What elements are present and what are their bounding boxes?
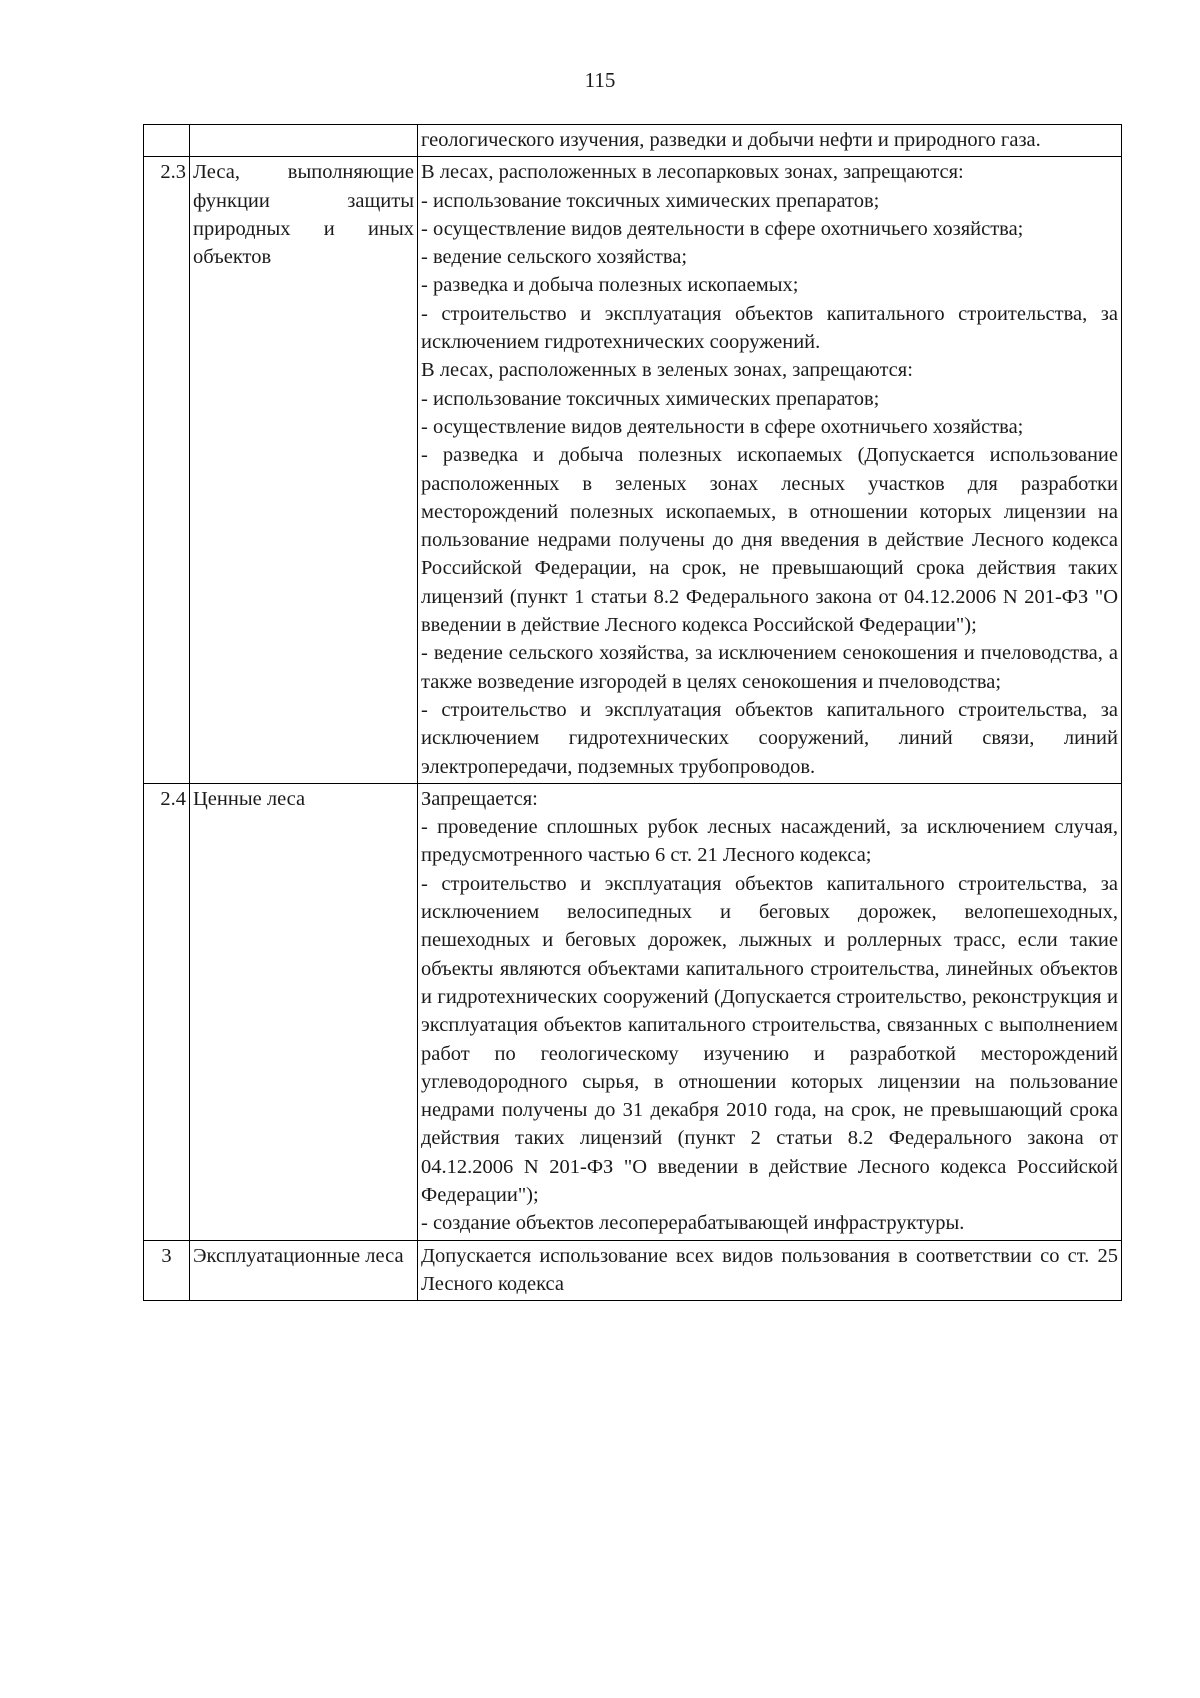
page-number: 115 xyxy=(584,68,616,92)
row-number xyxy=(144,125,190,157)
row-category: Эксплуатационные леса xyxy=(190,1240,418,1301)
description-line: - строительство и эксплуатация объектов капитального строительства, за исключением велосипедных и беговых дорожек, велопешеходных, пешеходных и беговых дорожек, лыжных и роллерных трасс, если такие объекты являются объектами капитального строительства, линейных объектов и гидротехнических сооружений (Допускается строительство, реконструкция и эксплуатация объектов капитального строительства, связанных с выполнением работ по геологическому изучению и разработкой месторождений углеводородного сырья, в отношении которых лицензии на пользование недрами получены до 31 декабря 2010 года, на срок, не превышающий срока действия таких лицензий (пункт 2 статьи 8.2 Федерального закона от 04.12.2006 N 201-ФЗ "О введении в действие Лесного кодекса Российской Федерации"); xyxy=(421,872,1118,1206)
table-row xyxy=(144,125,1122,157)
description-line: Допускается использование всех видов пользования в соответствии со ст. 25 Лесного кодекса xyxy=(421,1244,1118,1295)
row-description xyxy=(418,125,1122,157)
description-line: - разведка и добыча полезных ископаемых; xyxy=(421,274,799,297)
description-line: - разведка и добыча полезных ископаемых (Допускается использование расположенных в зеленых зонах лесных участков для разработки месторождений полезных ископаемых, в отношении которых лицензии на пользование недрами получены до дня введения в действие Лесного кодекса Российской Федерации, на срок, не превышающий срока действия таких лицензий (пункт 1 статьи 8.2 Федерального закона от 04.12.2006 N 201-ФЗ "О введении в действие Лесного кодекса Российской Федерации"); xyxy=(421,444,1118,637)
description-line: - проведение сплошных рубок лесных насаждений, за исключением случая, предусмотренного частью 6 ст. 21 Лесного кодекса; xyxy=(421,816,1118,867)
table-row xyxy=(144,783,1122,1240)
description-line: - создание объектов лесоперерабатывающей инфраструктуры. xyxy=(421,1212,965,1235)
row-number: 3 xyxy=(144,1240,190,1301)
forest-use-table xyxy=(143,124,1122,1301)
row-category xyxy=(190,125,418,157)
row-number: 2.3 xyxy=(144,157,190,784)
table-row xyxy=(144,157,1122,784)
description-line: В лесах, расположенных в лесопарковых зонах, запрещаются: xyxy=(421,161,964,184)
description-line: Запрещается: xyxy=(421,787,538,810)
description-line: - ведение сельского хозяйства, за исключением сенокошения и пчеловодства, а также возведение изгородей в целях сенокошения и пчеловодства; xyxy=(421,642,1118,693)
description-line: геологического изучения, разведки и добычи нефти и природного газа. xyxy=(421,129,1041,151)
table-row xyxy=(144,1240,1122,1301)
description-line: - осуществление видов деятельности в сфере охотничьего хозяйства; xyxy=(421,217,1024,240)
description-line: - осуществление видов деятельности в сфере охотничьего хозяйства; xyxy=(421,415,1024,438)
description-line: - ведение сельского хозяйства; xyxy=(421,246,688,269)
description-line: - строительство и эксплуатация объектов капитального строительства, за исключением гидротехнических сооружений, линий связи, линий электропередачи, подземных трубопроводов. xyxy=(421,698,1118,778)
row-number: 2.4 xyxy=(144,783,190,1240)
row-description xyxy=(418,157,1122,784)
description-line: В лесах, расположенных в зеленых зонах, запрещаются: xyxy=(421,359,913,382)
description-line: - использование токсичных химических препаратов; xyxy=(421,189,880,212)
row-description xyxy=(418,1240,1122,1301)
row-category: Леса, выполняющие функции защиты природных и иных объектов xyxy=(190,157,418,784)
row-description xyxy=(418,783,1122,1240)
row-category: Ценные леса xyxy=(190,783,418,1240)
description-line: - строительство и эксплуатация объектов капитального строительства, за исключением гидротехнических сооружений. xyxy=(421,302,1118,354)
description-line: - использование токсичных химических препаратов; xyxy=(421,387,880,410)
